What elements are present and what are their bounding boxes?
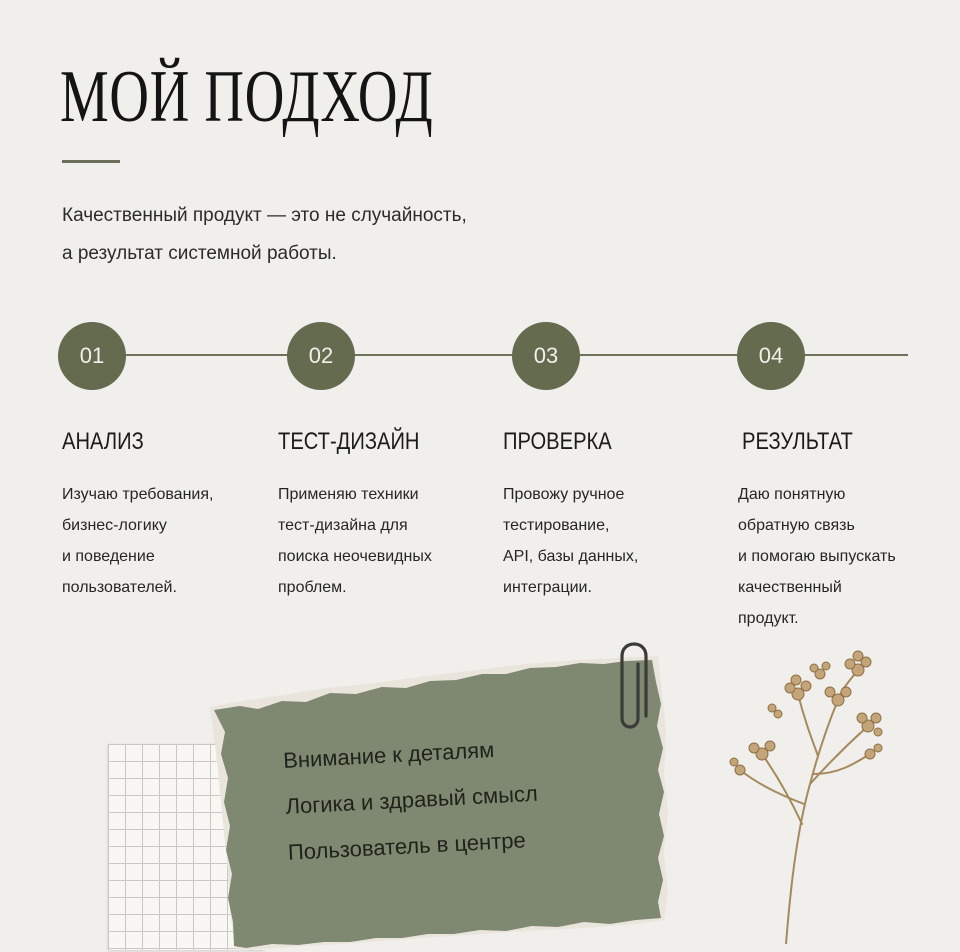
page-title: МОЙ ПОДХОД xyxy=(60,56,434,138)
note-line: Логика и здравый смысл xyxy=(284,780,539,819)
step-4-title: РЕЗУЛЬТАТ xyxy=(742,428,853,455)
step-2-number-circle: 02 xyxy=(287,322,355,390)
step-3-description xyxy=(503,479,733,603)
step-4-description xyxy=(738,479,960,634)
step-4-line: и помогаю выпускать xyxy=(738,548,896,565)
note-line: Внимание к деталям xyxy=(282,736,495,773)
note-list xyxy=(282,719,649,876)
step-4-line: продукт. xyxy=(738,610,799,627)
step-2-line: проблем. xyxy=(278,579,347,596)
step-2-title: ТЕСТ-ДИЗАЙН xyxy=(278,428,420,455)
step-2-line: Применяю техники xyxy=(278,486,419,503)
step-3-line: API, базы данных, xyxy=(503,548,639,565)
step-2-line: тест-дизайна для xyxy=(278,517,408,534)
step-3-line: Провожу ручное xyxy=(503,486,625,503)
step-1-number-circle: 01 xyxy=(58,322,126,390)
step-3-title: ПРОВЕРКА xyxy=(503,428,612,455)
step-4-number-circle: 04 xyxy=(737,322,805,390)
step-4-line: качественный xyxy=(738,579,842,596)
step-4-line: обратную связь xyxy=(738,517,855,534)
step-4-line: Даю понятную xyxy=(738,486,846,503)
step-2-description xyxy=(278,479,508,603)
step-3-line: тестирование, xyxy=(503,517,610,534)
subtitle-line-1: Качественный продукт — это не случайность, xyxy=(62,205,467,226)
step-1-line: бизнес-логику xyxy=(62,517,167,534)
subtitle-line-2: а результат системной работы. xyxy=(62,243,337,264)
dried-flower-illustration xyxy=(718,644,898,949)
step-1-title: АНАЛИЗ xyxy=(62,428,144,455)
paperclip-icon xyxy=(612,636,656,745)
title-underline xyxy=(62,160,120,163)
step-1-description xyxy=(62,479,292,603)
step-3-number-circle: 03 xyxy=(512,322,580,390)
step-3-line: интеграции. xyxy=(503,579,592,596)
subtitle xyxy=(62,197,622,273)
step-1-line: Изучаю требования, xyxy=(62,486,214,503)
note-line: Пользователь в центре xyxy=(287,827,527,865)
step-1-line: и поведение xyxy=(62,548,155,565)
step-1-line: пользователей. xyxy=(62,579,177,596)
step-2-line: поиска неочевидных xyxy=(278,548,432,565)
